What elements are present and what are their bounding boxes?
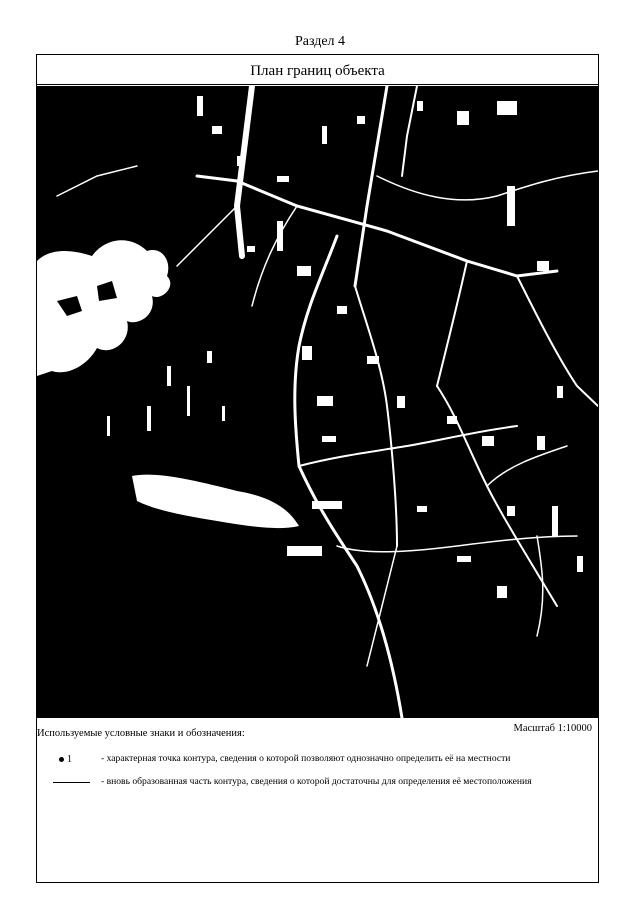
map-scale: Масштаб 1:10000 <box>513 723 592 734</box>
point-number: 1 <box>67 754 72 765</box>
boundary-line-icon <box>53 782 90 783</box>
satellite-map-graphic <box>37 86 598 718</box>
legend-item-point: - характерная точка контура, сведения о которой позволяют однозначно определить её на местности <box>101 753 511 764</box>
plan-frame <box>36 54 599 883</box>
legend-heading: Используемые условные знаки и обозначения: <box>37 728 245 739</box>
plan-title: План границ объекта <box>37 55 598 85</box>
legend-item-boundary: - вновь образованная часть контура, сведения о которой достаточны для определения её местоположения <box>101 776 532 787</box>
point-dot <box>59 757 64 762</box>
section-title: Раздел 4 <box>294 34 346 49</box>
map-image <box>37 86 598 718</box>
point-marker-icon <box>59 754 72 765</box>
